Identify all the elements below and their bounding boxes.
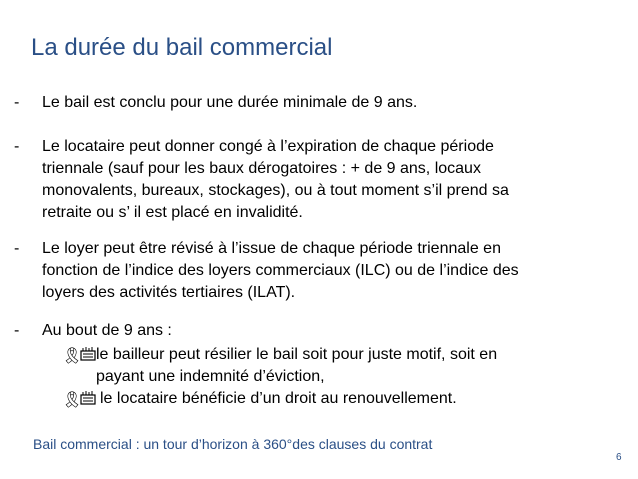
bullet-dash: - xyxy=(14,322,20,339)
footer-text: Bail commercial : un tour d’horizon à 360°des clauses du contrat xyxy=(33,436,433,452)
bullet-line: Le loyer peut être révisé à l’issue de chaque période triennale en xyxy=(42,240,501,257)
bullet-dash: - xyxy=(14,240,20,257)
ribbon-icon xyxy=(80,389,96,405)
bullet-line: retraite ou s’ il est placé en invalidité. xyxy=(42,204,303,221)
bullet-line: loyers des activités tertiaires (ILAT). xyxy=(42,284,296,301)
bullet-line: monovalents, bureaux, stockages), ou à tout moment s’il prend sa xyxy=(42,182,509,199)
bullet-line: Le locataire peut donner congé à l’expiration de chaque période xyxy=(42,138,494,155)
sub-item-line: le bailleur peut résilier le bail soit pour juste motif, soit en xyxy=(96,346,498,363)
ribbon-icon: 🎗 xyxy=(62,392,83,409)
bullet-line: triennale (sauf pour les baux dérogatoires : + de 9 ans, locaux xyxy=(42,160,481,177)
sub-item-line: payant une indemnité d’éviction, xyxy=(96,368,325,385)
slide-title: La durée du bail commercial xyxy=(31,34,333,61)
sub-item-line: le locataire bénéficie d’un droit au renouvellement. xyxy=(100,390,457,407)
bullet-line: Le bail est conclu pour une durée minimale de 9 ans. xyxy=(42,94,418,111)
bullet-line: Au bout de 9 ans : xyxy=(42,322,172,339)
page-number: 6 xyxy=(616,452,622,463)
bullet-line: fonction de l’indice des loyers commerciaux (ILC) ou de l’indice des xyxy=(42,262,519,279)
bullet-dash: - xyxy=(14,94,20,111)
bullet-dash: - xyxy=(14,138,20,155)
ribbon-icon: 🎗 xyxy=(62,348,83,365)
ribbon-icon xyxy=(80,345,96,361)
